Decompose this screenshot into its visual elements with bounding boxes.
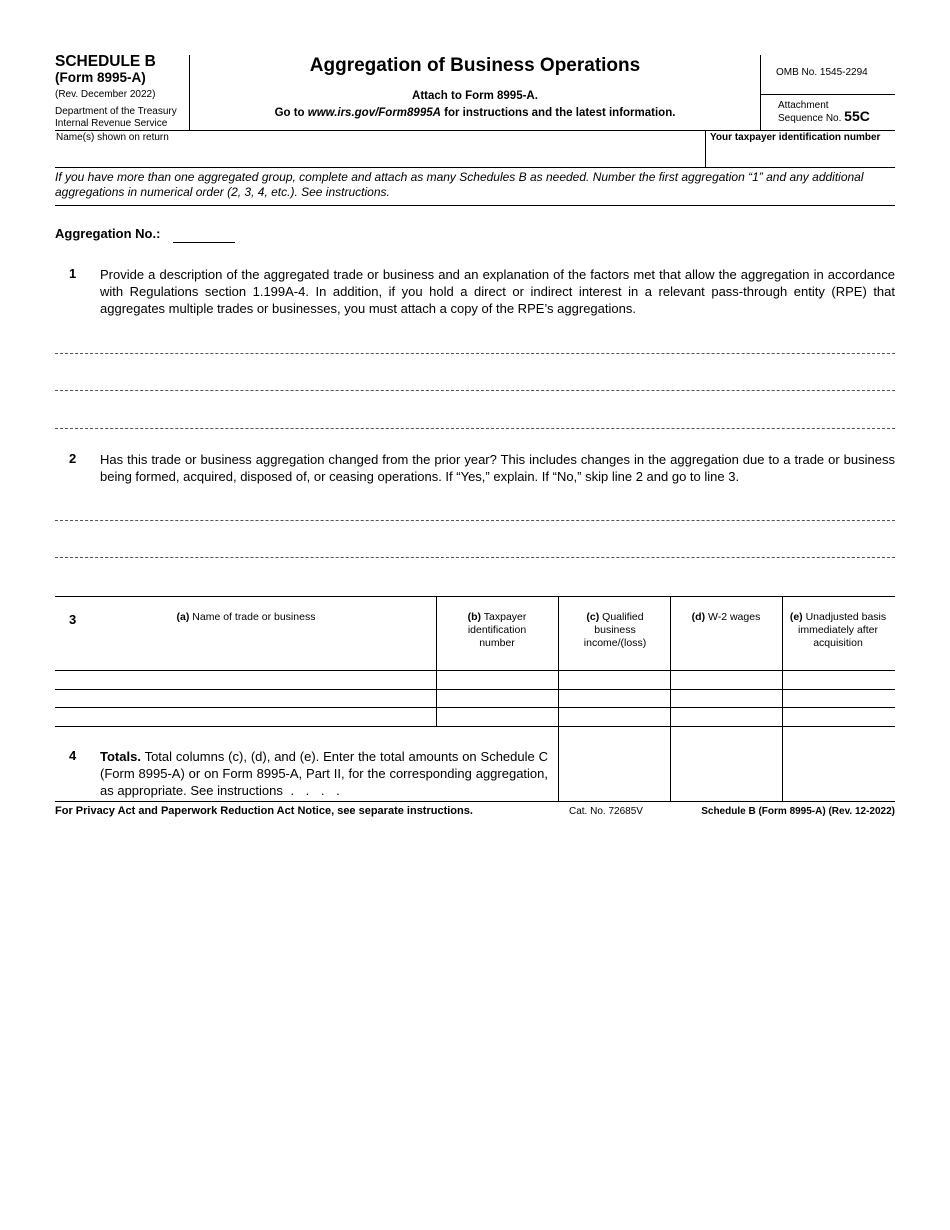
total-qbi[interactable] — [560, 728, 669, 800]
line-1-rule-3 — [55, 428, 895, 429]
row-1-ubia[interactable] — [784, 671, 894, 688]
aggregation-number-label: Aggregation No.: — [55, 226, 161, 241]
total-ubia[interactable] — [784, 728, 894, 800]
goto-instruction — [190, 107, 760, 119]
form-identifier: Schedule B (Form 8995-A) (Rev. 12-2022) — [701, 806, 895, 817]
column-b-header — [451, 611, 543, 650]
table-divider-b-c — [558, 597, 559, 801]
total-w2-wages[interactable] — [672, 728, 781, 800]
line-2-rule-2 — [55, 557, 895, 558]
row-3-ubia[interactable] — [784, 708, 894, 725]
column-d-letter: (d) — [691, 611, 706, 623]
column-c-label: Qualified business income/(loss) — [583, 611, 647, 649]
column-e-label: Unadjusted basis immediately after acquisition — [798, 611, 887, 649]
identity-bottom-rule — [55, 167, 895, 168]
row-3-qbi[interactable] — [560, 708, 669, 725]
name-field[interactable] — [55, 145, 703, 165]
footer-rule — [55, 801, 895, 802]
row-3-w2-wages[interactable] — [672, 708, 781, 725]
table-divider-c-d — [670, 597, 671, 801]
sequence-block — [778, 108, 870, 127]
line-4-number: 4 — [69, 748, 77, 763]
omb-divider — [761, 94, 895, 95]
row-1-business-name[interactable] — [56, 671, 435, 688]
line-3-number: 3 — [69, 612, 77, 627]
line-2-answer-2[interactable] — [55, 538, 895, 557]
column-a-label: Name of trade or business — [192, 611, 316, 623]
totals-text: Total columns (c), (d), and (e). Enter the total amounts on Schedule C (Form 8995-A) or on Form 8995-A, Part II, for the corresponding aggregation, as appropriate. See instructions — [100, 749, 548, 798]
column-b-label: Taxpayer identification number — [467, 611, 527, 649]
irs-url-link[interactable]: www.irs.gov/Form8995A — [307, 107, 441, 119]
name-tin-divider — [705, 131, 706, 167]
column-a-header — [120, 611, 372, 624]
column-b-letter: (b) — [467, 611, 482, 623]
line-1-description: Provide a description of the aggregated trade or business and an explanation of the factors met that allow the aggregation in accordance with Regulations section 1.199A-4. In addition, if you hold a direct or indirect interest in a relevant pass-through entity (RPE) that aggregates multiple trades or businesses, you must attach a copy of the RPE’s aggregations. — [100, 267, 895, 316]
line-1-rule-2 — [55, 390, 895, 391]
goto-suffix: for instructions and the latest information. — [440, 107, 676, 119]
line-1-number: 1 — [69, 266, 77, 281]
revision-date: (Rev. December 2022) — [55, 89, 156, 100]
row-2-ubia[interactable] — [784, 690, 894, 706]
line-1-answer-3[interactable] — [55, 409, 895, 428]
privacy-notice: For Privacy Act and Paperwork Reduction Act Notice, see separate instructions. — [55, 805, 473, 817]
header-bottom-rule — [55, 130, 895, 131]
column-e-letter: (e) — [789, 611, 803, 623]
attach-instruction: Attach to Form 8995-A. — [412, 90, 538, 102]
omb-number: OMB No. 1545-2294 — [776, 67, 868, 78]
row-2-business-name[interactable] — [56, 690, 435, 706]
name-label: Name(s) shown on return — [56, 132, 169, 143]
tin-field[interactable] — [707, 145, 895, 165]
row-2-tin[interactable] — [438, 690, 557, 706]
line-2-description: Has this trade or business aggregation changed from the prior year? This includes changes in the aggregation due to a trade or business being formed, acquired, disposed of, or ceasing operations. If “Yes,” explain. If “No,” skip line 2 and go to line 3. — [100, 452, 895, 484]
attachment-label: Attachment — [778, 100, 829, 111]
row-3-business-name[interactable] — [56, 708, 435, 725]
line-1-answer-2[interactable] — [55, 371, 895, 390]
agency-line: Internal Revenue Service — [55, 118, 168, 129]
line-2-rule-1 — [55, 520, 895, 521]
header-divider-right — [760, 55, 761, 130]
line-2-answer-1[interactable] — [55, 501, 895, 520]
leader-dots: . . . . — [282, 783, 344, 798]
sequence-number: 55C — [844, 108, 870, 124]
line-1-rule-1 — [55, 353, 895, 354]
totals-label: Totals. — [100, 749, 141, 764]
column-d-label: W-2 wages — [708, 611, 761, 623]
form-reference: (Form 8995-A) — [55, 70, 146, 85]
form-title: Aggregation of Business Operations — [309, 55, 641, 76]
tin-label: Your taxpayer identification number — [710, 132, 881, 143]
row-2-qbi[interactable] — [560, 690, 669, 706]
catalog-number: Cat. No. 72685V — [569, 806, 643, 817]
row-3-tin[interactable] — [438, 708, 557, 725]
column-c-letter: (c) — [586, 611, 600, 623]
row-1-tin[interactable] — [438, 671, 557, 688]
column-d-header — [672, 611, 780, 624]
row-1-qbi[interactable] — [560, 671, 669, 688]
department-line: Department of the Treasury — [55, 106, 177, 117]
row-1-w2-wages[interactable] — [672, 671, 781, 688]
instruction-bottom-rule — [55, 205, 895, 206]
column-a-letter: (a) — [176, 611, 190, 623]
column-e-header — [786, 611, 890, 650]
line-1-answer-1[interactable] — [55, 334, 895, 353]
table-divider-d-e — [782, 597, 783, 801]
schedule-label: SCHEDULE B — [55, 53, 156, 70]
row-2-w2-wages[interactable] — [672, 690, 781, 706]
multiple-aggregation-instruction: If you have more than one aggregated group, complete and attach as many Schedules B as needed. Number the first aggregation “1” and any additional aggregations in numerical order (2, 3, 4, etc.). See instructions. — [55, 170, 864, 199]
line-4-description — [100, 748, 548, 799]
table-top-rule — [55, 596, 895, 597]
table-row-3-rule — [55, 726, 895, 727]
sequence-label: Sequence No. — [778, 113, 842, 124]
aggregation-number-field[interactable] — [173, 226, 235, 243]
column-c-header — [572, 611, 658, 650]
line-2-number: 2 — [69, 451, 77, 466]
goto-prefix: Go to — [274, 107, 308, 119]
